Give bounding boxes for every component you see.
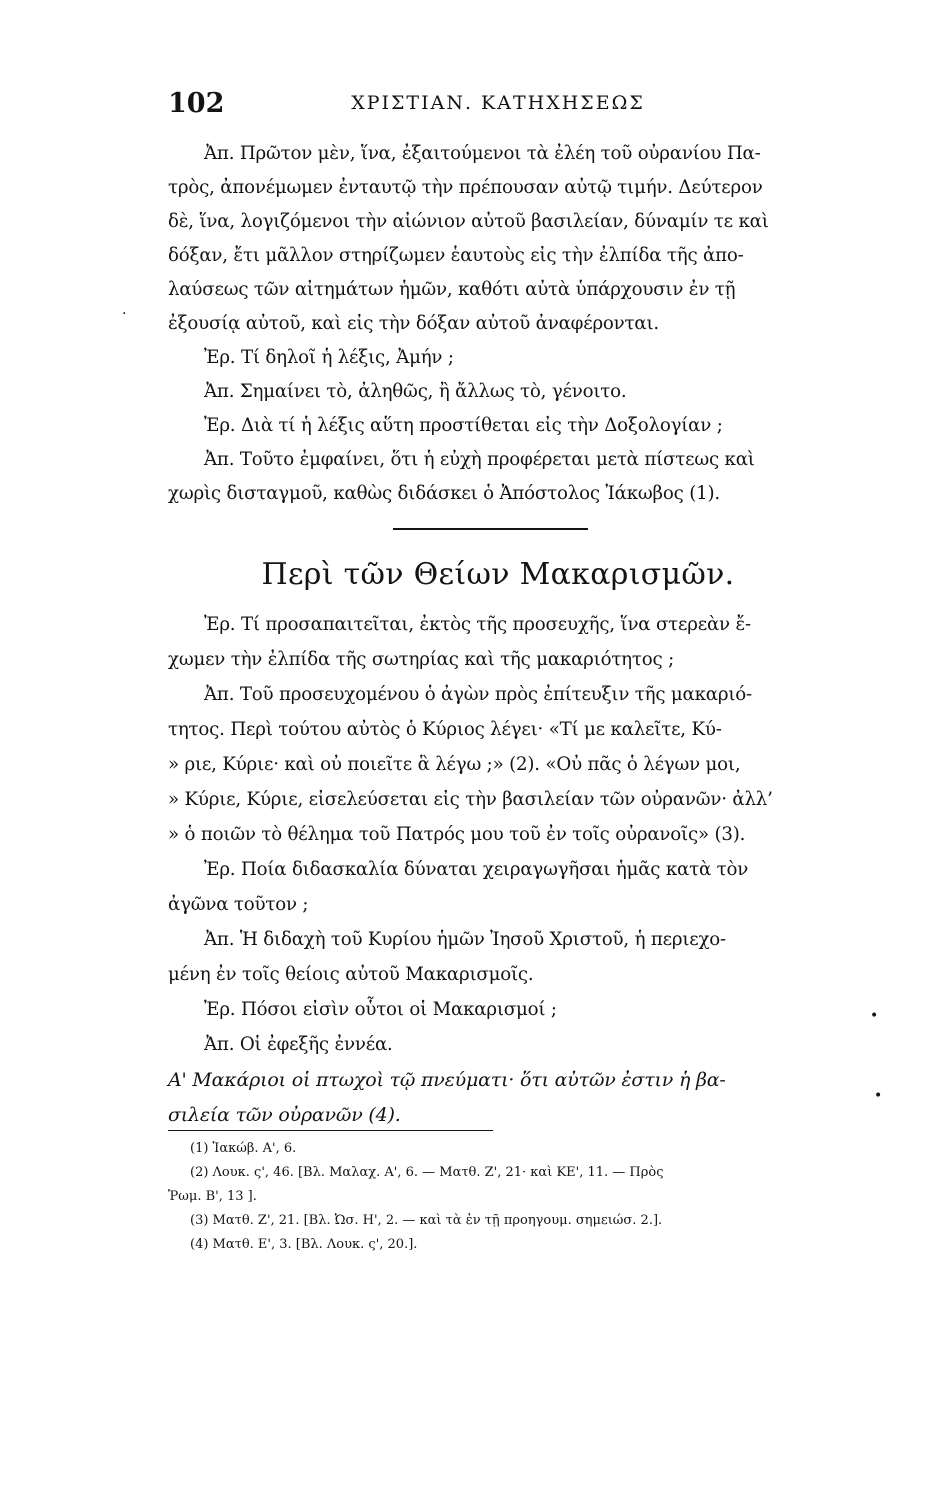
text-line: Ἀπ. Σημαίνει τὸ, ἀληθῶς, ἢ ἄλλως τὸ, γένοιτο. — [204, 381, 627, 402]
text-line: Ἐρ. Ποία διδασκαλία δύναται χειραγωγῆσαι ἡμᾶς κατὰ τὸν — [204, 859, 749, 880]
text-line: Ἀπ. Τοῦ προσευχομένου ὁ ἀγὼν πρὸς ἐπίτευξιν τῆς μακαριό- — [204, 684, 752, 705]
text-line: μένη ἐν τοῖς θείοις αὐτοῦ Μακαρισμοῖς. — [168, 964, 534, 985]
text-line: » ριε, Κύριε· καὶ οὐ ποιεῖτε ἃ λέγω ;» (2). «Οὐ πᾶς ὁ λέγων μοι, — [168, 754, 741, 775]
margin-speck: • — [870, 1008, 879, 1024]
footnote: (4) Ματθ. Ε', 3. [Βλ. Λουκ. ς', 20.]. — [190, 1237, 418, 1252]
text-line: χωμεν τὴν ἐλπίδα τῆς σωτηρίας καὶ τῆς μακαριότητος ; — [168, 649, 674, 670]
section-title: Περὶ τῶν Θείων Μακαρισμῶν. — [261, 557, 735, 592]
footnote-separator — [168, 1130, 493, 1131]
text-line: Ἀπ. Οἱ ἐφεξῆς ἐννέα. — [204, 1034, 393, 1055]
text-line: Ἐρ. Τί δηλοῖ ἡ λέξις, Ἀμήν ; — [204, 347, 454, 368]
margin-speck: • — [874, 1088, 883, 1104]
footnote-continuation: Ῥωμ. Β', 13 ]. — [168, 1189, 257, 1204]
text-line: Ἀπ. Πρῶτον μὲν, ἵνα, ἐξαιτούμενοι τὰ ἐλέη τοῦ οὐρανίου Πα- — [204, 143, 761, 164]
text-line: χωρὶς δισταγμοῦ, καθὼς διδάσκει ὁ Ἀπόστολος Ἰάκωβος (1). — [168, 483, 720, 504]
text-line: δόξαν, ἔτι μᾶλλον στηρίζωμεν ἑαυτοὺς εἰς τὴν ἐλπίδα τῆς ἀπο- — [168, 245, 744, 266]
text-line: τρὸς, ἀπονέμωμεν ἐνταυτῷ τὴν πρέπουσαν αὐτῷ τιμήν. Δεύτερον — [168, 177, 763, 198]
text-line: λαύσεως τῶν αἰτημάτων ἡμῶν, καθότι αὐτὰ ὑπάρχουσιν ἐν τῇ — [168, 279, 736, 300]
footnote: (2) Λουκ. ς', 46. [Βλ. Μαλαχ. Α', 6. — Ματθ. Ζ', 21· καὶ ΚΕ', 11. — Πρὸς — [190, 1165, 664, 1180]
text-line: Ἐρ. Πόσοι εἰσὶν οὗτοι οἱ Μακαρισμοί ; — [204, 999, 557, 1020]
text-line: Ἀπ. Ἡ διδαχὴ τοῦ Κυρίου ἡμῶν Ἰησοῦ Χριστοῦ, ἡ περιεχο- — [204, 929, 726, 950]
text-line: ἀγῶνα τοῦτον ; — [168, 894, 309, 915]
running-head: ΧΡΙΣΤΙΑΝ. ΚΑΤΗΧΗΣΕΩΣ — [351, 92, 645, 114]
text-line: » ὁ ποιῶν τὸ θέλημα τοῦ Πατρός μου τοῦ ἐν τοῖς οὐρανοῖς» (3). — [168, 824, 746, 845]
footnote: (1) Ἰακώβ. Α', 6. — [190, 1141, 297, 1156]
footnote: (3) Ματθ. Ζ', 21. [Βλ. Ὠσ. Η', 2. — καὶ τὰ ἐν τῇ προηγουμ. σημειώσ. 2.]. — [190, 1213, 663, 1228]
text-line: Ἀπ. Τοῦτο ἐμφαίνει, ὅτι ἡ εὐχὴ προφέρεται μετὰ πίστεως καὶ — [204, 449, 755, 470]
page-number: 102 — [168, 88, 225, 119]
beatitude-line: Α' Μακάριοι οἱ πτωχοὶ τῷ πνεύματι· ὅτι αὐτῶν ἐστιν ἡ βα- — [168, 1069, 726, 1091]
text-line: δὲ, ἵνα, λογιζόμενοι τὴν αἰώνιον αὐτοῦ βασιλείαν, δύναμίν τε καὶ — [168, 211, 769, 232]
text-line: » Κύριε, Κύριε, εἰσελεύσεται εἰς τὴν βασιλείαν τῶν οὐρανῶν· ἀλλ’ — [168, 789, 773, 810]
section-separator — [393, 528, 588, 530]
beatitude-line: σιλεία τῶν οὐρανῶν (4). — [168, 1104, 401, 1126]
text-line: Ἐρ. Διὰ τί ἡ λέξις αὕτη προστίθεται εἰς τὴν Δοξολογίαν ; — [204, 415, 723, 436]
margin-speck: · — [122, 306, 127, 322]
text-line: τητος. Περὶ τούτου αὐτὸς ὁ Κύριος λέγει· «Τί με καλεῖτε, Κύ- — [168, 719, 722, 740]
page-header — [168, 88, 828, 128]
text-line: Ἐρ. Τί προσαπαιτεῖται, ἐκτὸς τῆς προσευχῆς, ἵνα στερεὰν ἔ- — [204, 614, 751, 635]
text-line: ἐξουσίᾳ αὐτοῦ, καὶ εἰς τὴν δόξαν αὐτοῦ ἀναφέρονται. — [168, 313, 659, 334]
